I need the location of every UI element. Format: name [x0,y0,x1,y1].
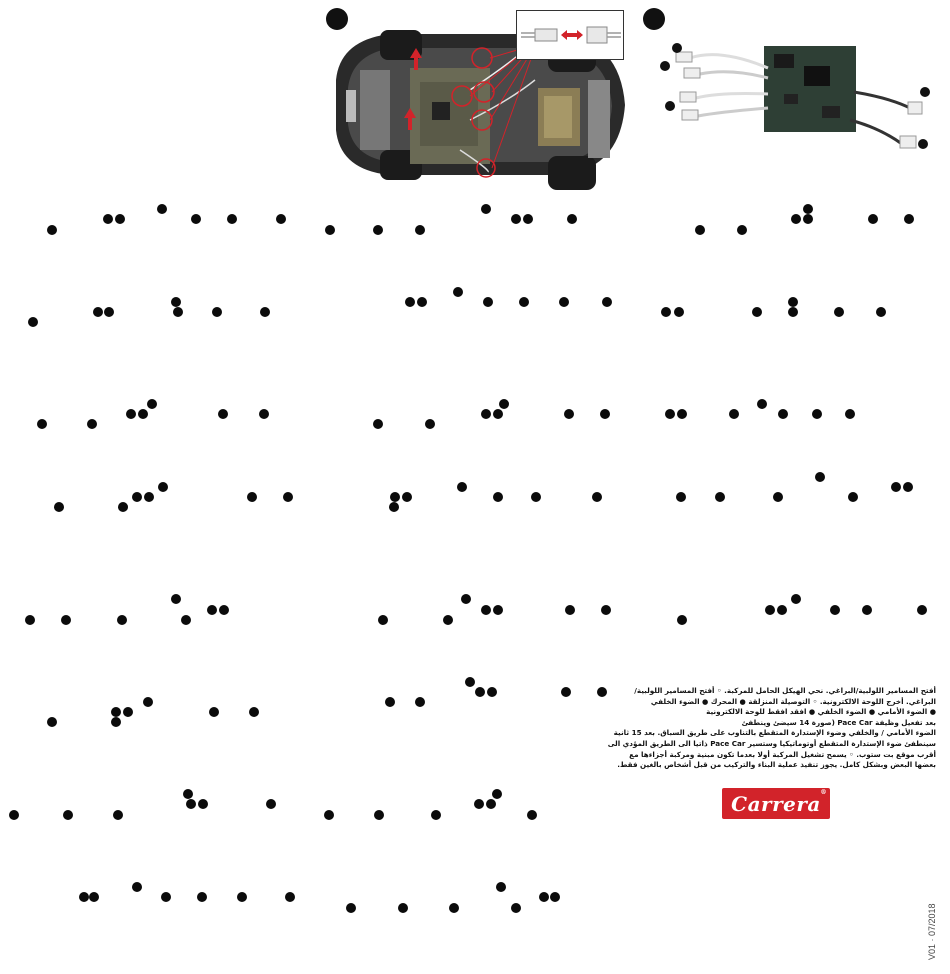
bullet-dot [453,287,463,297]
bullet-dot [752,307,762,317]
bullet-dot [677,409,687,419]
bullet-dot [161,892,171,902]
bullet-dot [390,492,400,502]
bullet-dot [9,810,19,820]
bullet-dot [389,502,399,512]
bullet-dot [126,409,136,419]
bullet-dot [903,482,913,492]
bullet-dot [28,317,38,327]
arabic-line: أقرب موقع بت ستوب. ◦ يسمح تشغيل المركبة أولا بعدما تكون مبنية ومركبة أجزاءها مع [629,749,936,759]
bullet-dot [791,214,801,224]
bullet-dot [283,492,293,502]
bullet-dot [385,697,395,707]
bullet-dot [474,799,484,809]
bullet-dot [113,810,123,820]
bullet-dot [186,799,196,809]
bullet-dot [25,615,35,625]
bullet-dot [677,615,687,625]
bullet-dot [715,492,725,502]
bullet-dot [757,399,767,409]
bullet-dot [259,409,269,419]
bullet-dot [104,307,114,317]
bullet-dot [37,419,47,429]
bullet-dot [63,810,73,820]
bullet-dot [212,307,222,317]
bullet-dot [492,789,502,799]
bullet-dot [481,204,491,214]
bullet-dot [904,214,914,224]
arabic-instructions [606,686,936,771]
bullet-dot [511,903,521,913]
pcb-photo [640,8,940,156]
bullet-dot [405,297,415,307]
bullet-dot [539,892,549,902]
bullet-dot [481,605,491,615]
bullet-dot [398,903,408,913]
bullet-dot [891,482,901,492]
bullet-dot [103,214,113,224]
bullet-dot [778,409,788,419]
bullet-dot [830,605,840,615]
bullet-dot [61,615,71,625]
bullet-dot [227,214,237,224]
step-marker-a [326,8,348,30]
bullet-dot [729,409,739,419]
bullet-dot [183,789,193,799]
bullet-dot [249,707,259,717]
bullet-dot [218,409,228,419]
bullet-dot [417,297,427,307]
bullet-dot [527,810,537,820]
bullet-dot [89,892,99,902]
bullet-dot [499,399,509,409]
bullet-dot [171,594,181,604]
bullet-dot [117,615,127,625]
arabic-line: بعد تفعيل وظيفة Pace Car (صورة 14 سيضئ وينطفئ [741,717,936,727]
bullet-dot [567,214,577,224]
bullet-dot [876,307,886,317]
bullet-dot [457,482,467,492]
bullet-dot [565,605,575,615]
bullet-dot [431,810,441,820]
bullet-dot [247,492,257,502]
arabic-line: بعضها البعض وبشكل كامل. يجوز تنفيذ عملية البناء والتركيب من قبل أشخاص بالغين فقط. [617,760,936,770]
bullet-dot [115,214,125,224]
bullet-dot [87,419,97,429]
bullet-dot [144,492,154,502]
bullet-dot [765,605,775,615]
bullet-dot [461,594,471,604]
bullet-dot [475,687,485,697]
connector-inset [516,10,624,60]
bullet-dot [79,892,89,902]
bullet-dot [737,225,747,235]
bullet-dot [676,492,686,502]
bullet-dot [848,492,858,502]
bullet-dot [788,297,798,307]
pcb-figure [640,8,940,156]
bullet-dot [531,492,541,502]
bullet-dot [592,492,602,502]
bullet-dot [487,687,497,697]
bullet-dot [493,409,503,419]
bullet-dot [561,687,571,697]
bullet-dot [602,297,612,307]
bullet-dot [219,605,229,615]
bullet-dot [138,409,148,419]
bullet-dot [132,492,142,502]
bullet-dot [111,707,121,717]
chassis-figure [320,10,632,192]
bullet-dot [346,903,356,913]
bullet-dot [276,214,286,224]
bullet-dot [171,297,181,307]
bullet-dot [493,605,503,615]
bullet-dot [93,307,103,317]
bullet-dot [260,307,270,317]
bullet-dot [443,615,453,625]
carrera-logo [722,788,830,819]
bullet-dot [788,307,798,317]
step-marker-b [643,8,665,30]
bullet-dot [486,799,496,809]
bullet-dot [917,605,927,615]
bullet-dot [834,307,844,317]
bullet-dot [803,204,813,214]
arabic-line: أفتح المسامير اللولبية/البراغي. نحي الهيكل الحامل للمركبة. ◦ أفتح المسامير اللولبية/ [634,686,936,695]
bullet-dot [143,697,153,707]
bullet-dot [415,225,425,235]
bullet-dot [791,594,801,604]
bullet-dot [191,214,201,224]
bullet-dot [123,707,133,717]
arabic-line: الضوء الأمامي / والخلفي وضوء الإستدارة المتقطع بالتناوب على طريق السباق. بعد 15 ثانية [613,728,936,738]
bullet-dot [237,892,247,902]
bullet-dot [378,615,388,625]
bullet-dot [777,605,787,615]
arabic-line: سينطفئ ضوء الإستدارة المتقطع أوتوماتيكيا وستسير Pace Car ذاتيا الى الطريق المؤدي الى [607,738,936,748]
bullet-dot [425,419,435,429]
bullet-dot [47,717,57,727]
bullet-dot [773,492,783,502]
bullet-dot [550,892,560,902]
bullet-dot [285,892,295,902]
bullet-dot [118,502,128,512]
bullet-dot [197,892,207,902]
bullet-dot [374,810,384,820]
bullet-dot [511,214,521,224]
bullet-dot [266,799,276,809]
bullet-dot [812,409,822,419]
version-label: V01 · 07/2018 [927,903,937,960]
bullet-dot [157,204,167,214]
bullet-dot [449,903,459,913]
bullet-dot [181,615,191,625]
registered-mark: ® [820,789,827,796]
bullet-dot [324,810,334,820]
bullet-dot [465,677,475,687]
bullet-dot [54,502,64,512]
bullet-dot [519,297,529,307]
bullet-dot [803,214,813,224]
bullet-dot [815,472,825,482]
arabic-line: البراغي. أخرج اللوحة الالكترونية. ◦ التوصيلة المنزلقة ● المحرك ● الضوء الخلفي [650,696,936,706]
bullet-dot [483,297,493,307]
bullet-dot [695,225,705,235]
bullet-dot [373,225,383,235]
bullet-dot [481,409,491,419]
bullet-dot [111,717,121,727]
bullet-dot [147,399,157,409]
bullet-dot [862,605,872,615]
bullet-dot [665,409,675,419]
bullet-dot [600,409,610,419]
bullet-dot [564,409,574,419]
bullet-dot [325,225,335,235]
bullet-dot [132,882,142,892]
bullet-dot [559,297,569,307]
bullet-dot [415,697,425,707]
bullet-dot [198,799,208,809]
bullet-dot [601,605,611,615]
bullet-dot [158,482,168,492]
bullet-dot [493,492,503,502]
brand-name: Carrera [731,791,821,816]
bullet-dot [402,492,412,502]
arabic-line: ● الضوء الأمامي ● الضوء الخلفي ● افقد افقط للوحة الالكترونية [706,707,936,717]
bullet-dot [207,605,217,615]
bullet-dot [173,307,183,317]
bullet-dot [523,214,533,224]
bullet-dot [47,225,57,235]
bullet-dot [674,307,684,317]
bullet-dot [868,214,878,224]
bullet-dot [496,882,506,892]
bullet-dot [373,419,383,429]
bullet-dot [845,409,855,419]
bullet-dot [209,707,219,717]
bullet-dot [661,307,671,317]
